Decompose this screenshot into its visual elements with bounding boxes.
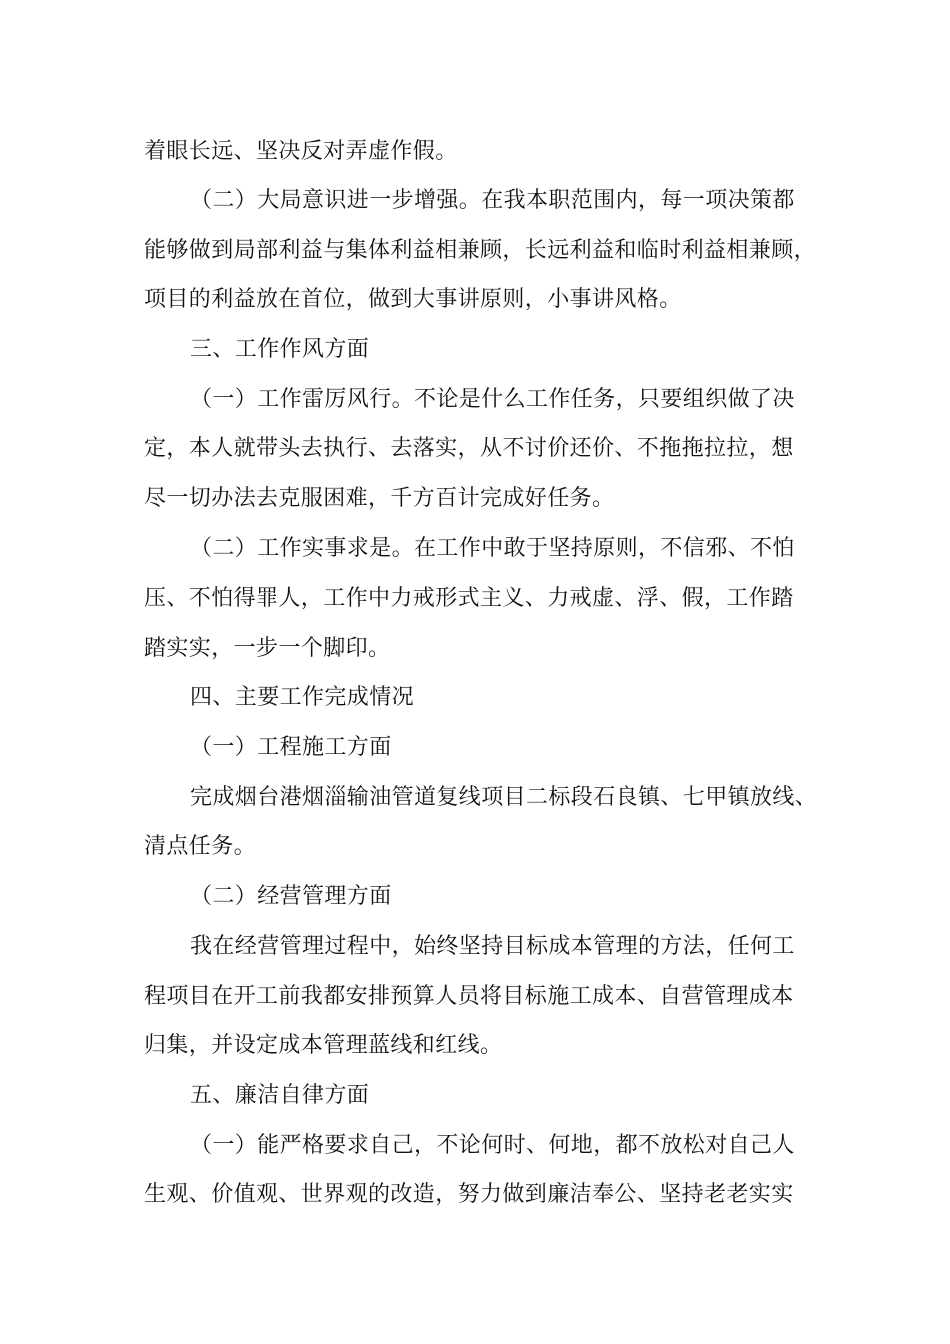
paragraph-start-line: 我在经营管理过程中，始终坚持目标成本管理的方法，任何工 — [190, 934, 795, 959]
paragraph-start-line: （二）大局意识进一步增强。在我本职范围内，每一项决策都 — [190, 188, 795, 213]
body-text-line: 清点任务。 — [144, 834, 257, 859]
paragraph-start-line: （一）能严格要求自己，不论何时、何地，都不放松对自己人 — [190, 1133, 795, 1158]
paragraph-start-line: 完成烟台港烟淄输油管道复线项目二标段石良镇、七甲镇放线、 — [190, 785, 818, 810]
subsection-heading: （一）工程施工方面 — [190, 735, 392, 760]
body-text-line: 归集，并设定成本管理蓝线和红线。 — [144, 1033, 503, 1058]
body-text-line: 尽一切办法去克服困难，千方百计完成好任务。 — [144, 486, 615, 511]
subsection-heading: （二）经营管理方面 — [190, 884, 392, 909]
paragraph-start-line: （一）工作雷厉风行。不论是什么工作任务，只要组织做了决 — [190, 387, 795, 412]
paragraph-start-line: （二）工作实事求是。在工作中敢于坚持原则，不信邪、不怕 — [190, 536, 795, 561]
body-text-line: 压、不怕得罪人，工作中力戒形式主义、力戒虚、浮、假，工作踏 — [144, 586, 794, 611]
body-text-line: 程项目在开工前我都安排预算人员将目标施工成本、自营管理成本 — [144, 984, 794, 1009]
section-heading: 四、主要工作完成情况 — [190, 685, 415, 710]
body-text-line: 踏实实，一步一个脚印。 — [144, 636, 391, 661]
body-text-line: 着眼长远、坚决反对弄虚作假。 — [144, 139, 458, 164]
section-heading: 五、廉洁自律方面 — [190, 1083, 370, 1108]
body-text-line: 能够做到局部利益与集体利益相兼顾，长远利益和临时利益相兼顾， — [144, 238, 817, 263]
body-text-line: 定，本人就带头去执行、去落实，从不讨价还价、不拖拖拉拉，想 — [144, 436, 794, 461]
body-text-line: 项目的利益放在首位，做到大事讲原则，小事讲风格。 — [144, 287, 682, 312]
section-heading: 三、工作作风方面 — [190, 337, 370, 362]
body-text-line: 生观、价值观、世界观的改造，努力做到廉洁奉公、坚持老老实实 — [144, 1182, 794, 1207]
